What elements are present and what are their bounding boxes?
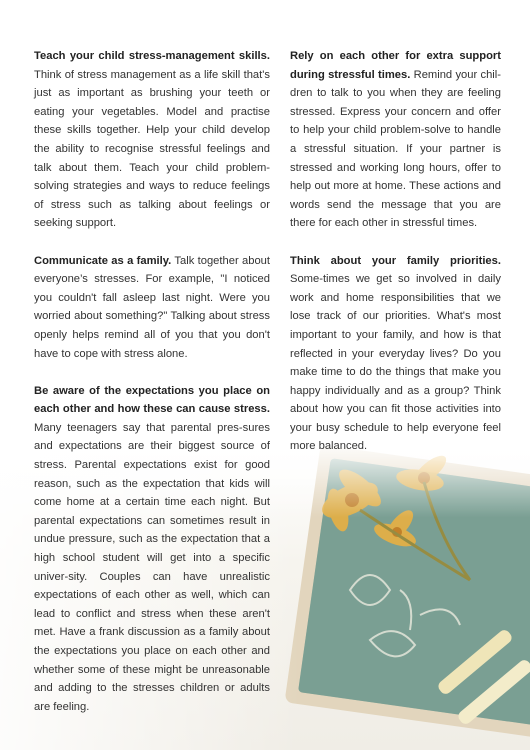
- paragraph-heading: Communicate as a family.: [34, 254, 172, 267]
- paragraph-heading: Think about your family priorities.: [290, 254, 501, 267]
- paragraph-expectations: [34, 382, 270, 717]
- paragraph-heading: Be aware of the expectations you place on each other and how these can cause stress.: [34, 384, 270, 416]
- paragraph-communicate: [34, 252, 270, 364]
- right-column: [290, 47, 501, 475]
- paragraph-body: Think of stress management as a life skill that's just as important as brushing your teeth or eating your vegetables. Model and practise these skills together. Help your child develop the ability to recognise stressful feelings and talk about them. Teach your child problem-solving strategies and ways to reduce feelings of stress such as talking about feelings or seeking support.: [34, 68, 270, 230]
- paragraph-heading: Teach your child stress-management skills.: [34, 50, 270, 62]
- paragraph-support: [290, 47, 501, 233]
- left-column: [34, 47, 270, 735]
- paragraph-stress-management: [34, 47, 270, 233]
- paragraph-body: Many teenagers say that parental pres-sures and expectations are their biggest source of stress. Parental expectations exist for good reason, such as the expectation that kids will come home at a certain time each night. But parental expectations can sometimes result in undue pressure, such as the expectation that a high school student will get into a specific univer-sity. Couples can have unrealistic expectations of each other as well, which can lead to conflict and stress when these aren't met. Have a frank discussion as a family about the expectations you place on each other and whether some of these might be unreasonable and adding to the stresses children or adults are feeling.: [34, 421, 270, 713]
- paragraph-body: Talk together about everyone’s stresses. For example, "I noticed you couldn't fall asleep last night. Were you worried about something?" Talking about stress openly helps remind all of you that you don't have to cope with stress alone.: [34, 254, 270, 360]
- paragraph-heading: Rely on each other for extra support during stressful times.: [290, 50, 501, 81]
- paragraph-body: Some-times we get so involved in daily work and home responsibilities that we lose track of our priorities. What's most important to your family, and how is that reflected in your everyday lives? Do you make time to do the things that make you happy individually and as a group? Think about how you can fit those activities into your busy schedule to help everyone feel more balanced.: [290, 273, 501, 453]
- paragraph-priorities: [290, 252, 501, 457]
- paragraph-body: Remind your chil-dren to talk to you when they are feeling stressed. Express your concern and offer to help your child problem-solve to handle a stressful situation. If your partner is stressed and working long hours, offer to help out more at home. These actions and words send the message that you are there for each other in stressful times.: [290, 68, 501, 230]
